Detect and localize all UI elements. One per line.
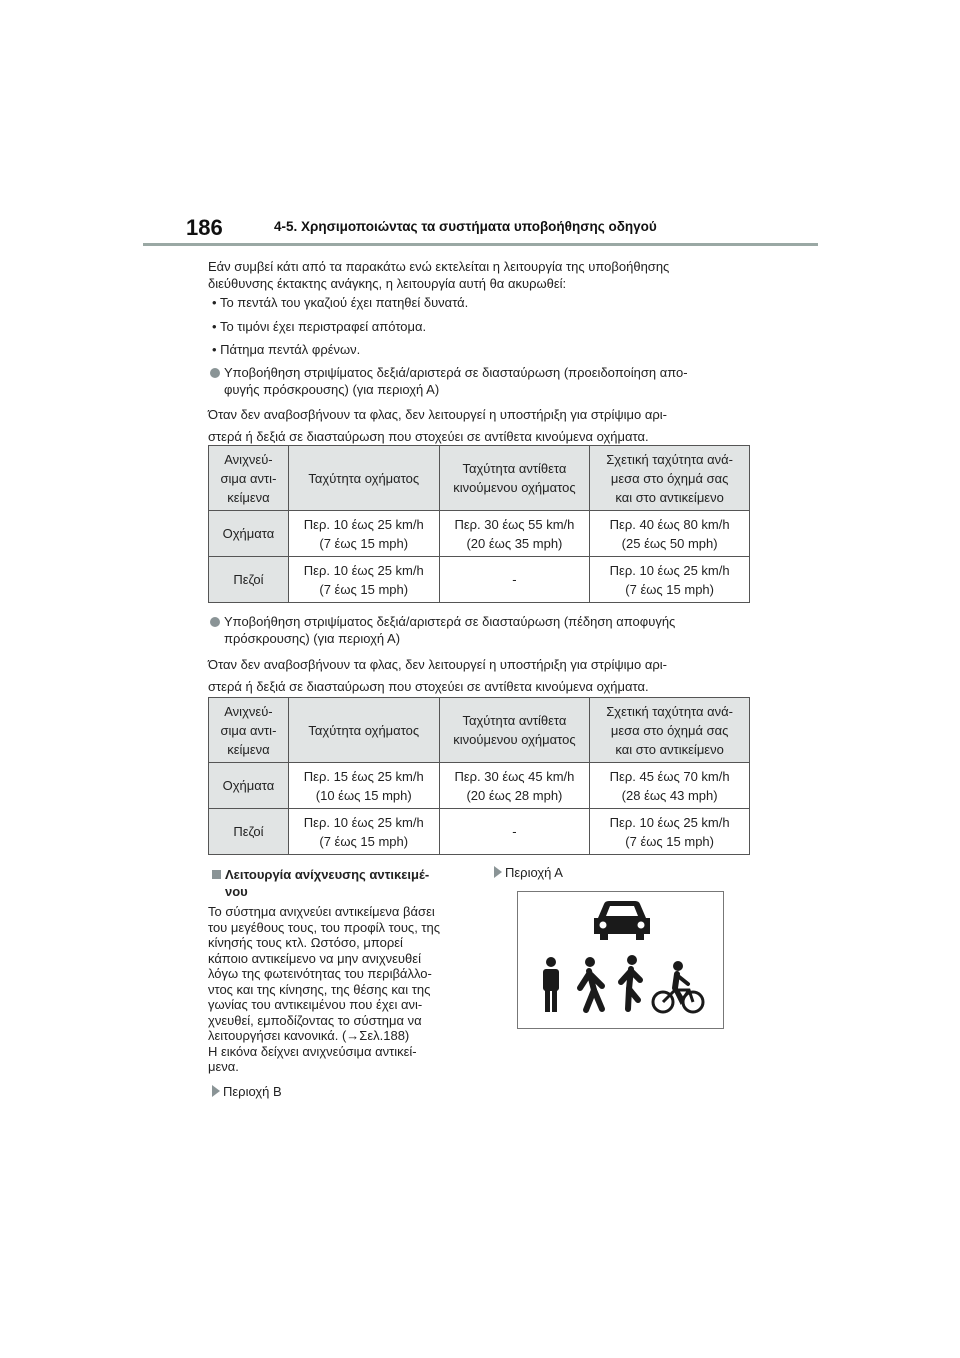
section1-text-line-1: Όταν δεν αναβοσβήνουν τα φλας, δεν λειτουργεί η υποστήριξη για στρίψιμο αρι- <box>208 407 667 422</box>
table-header-cell: Ταχύτητα οχήματος <box>288 698 439 763</box>
table-header-cell: Ανιχνεύ- σιμα αντι- κείμενα <box>209 698 289 763</box>
region-a-text: Περιοχή Α <box>505 865 563 880</box>
section2-heading-line-1: Υποβοήθηση στριψίματος δεξιά/αριστερά σε διασταύρωση (πέδηση αποφυγής <box>224 614 676 629</box>
speed-table-braking <box>208 697 750 855</box>
table-cell: Πεζοί <box>209 557 289 603</box>
square-bullet-icon <box>212 870 221 879</box>
detection-heading-line-2: νου <box>225 884 248 899</box>
table-cell: Περ. 10 έως 25 km/h (7 έως 15 mph) <box>590 557 750 603</box>
detection-heading <box>212 866 429 900</box>
section1-text-line-2: στερά ή δεξιά σε διασταύρωση που στοχεύει σε αντίθετα κινούμενα οχήματα. <box>208 429 649 444</box>
circle-bullet-icon <box>210 368 220 378</box>
speed-table-warning <box>208 445 750 603</box>
section2-text <box>208 654 667 698</box>
intro-line-1: Εάν συμβεί κάτι από τα παρακάτω ενώ εκτελείται η λειτουργία της υποβοήθησης <box>208 259 670 274</box>
walking-person-icon <box>580 957 602 1010</box>
running-person-icon <box>621 955 640 1009</box>
table-header-row <box>209 698 750 763</box>
table-cell: Περ. 10 έως 25 km/h (7 έως 15 mph) <box>288 557 439 603</box>
list-item-text: Το τιμόνι έχει περιστραφεί απότομα. <box>219 319 427 334</box>
section2-text-line-1: Όταν δεν αναβοσβήνουν τα φλας, δεν λειτουργεί η υποστήριξη για στρίψιμο αρι- <box>208 657 667 672</box>
triangle-bullet-icon <box>212 1085 220 1097</box>
standing-person-icon <box>543 957 559 1012</box>
table-cell: Οχήματα <box>209 511 289 557</box>
table-header-cell: Ταχύτητα αντίθετα κινούμενου οχήματος <box>439 446 590 511</box>
table-header-cell: Ανιχνεύ- σιμα αντι- κείμενα <box>209 446 289 511</box>
table-cell: - <box>439 809 590 855</box>
section2-text-line-2: στερά ή δεξιά σε διασταύρωση που στοχεύει σε αντίθετα κινούμενα οχήματα. <box>208 679 649 694</box>
table-row <box>209 763 750 809</box>
table-cell: - <box>439 557 590 603</box>
table-cell: Περ. 30 έως 55 km/h (20 έως 35 mph) <box>439 511 590 557</box>
region-b-text: Περιοχή Β <box>223 1084 282 1099</box>
page-number: 186 <box>186 215 223 240</box>
header-rule <box>143 243 818 246</box>
list-item: • Πάτημα πεντάλ φρένων. <box>212 342 361 357</box>
region-b-label <box>212 1083 282 1100</box>
table-cell: Περ. 15 έως 25 km/h (10 έως 15 mph) <box>288 763 439 809</box>
section1-heading <box>210 364 688 398</box>
table-row <box>209 511 750 557</box>
list-item-text: Το πεντάλ του γκαζιού έχει πατηθεί δυνατά. <box>219 295 469 310</box>
section-title: 4-5. Χρησιμοποιώντας τα συστήματα υποβοήθησης οδηγού <box>274 219 657 234</box>
detection-heading-line-1: Λειτουργία ανίχνευσης αντικειμέ- <box>225 867 430 882</box>
triangle-bullet-icon <box>494 866 502 878</box>
table-cell: Περ. 30 έως 45 km/h (20 έως 28 mph) <box>439 763 590 809</box>
section1-text <box>208 404 667 448</box>
table-header-cell: Σχετική ταχύτητα ανά- μεσα στο όχημά σας και στο αντικείμενο <box>590 446 750 511</box>
table-cell: Περ. 10 έως 25 km/h (7 έως 15 mph) <box>288 809 439 855</box>
section2-heading-line-2: πρόσκρουσης) (για περιοχή Α) <box>224 631 401 646</box>
table-row <box>209 809 750 855</box>
detectable-objects-figure <box>517 891 724 1029</box>
list-item-text: Πάτημα πεντάλ φρένων. <box>220 342 361 357</box>
list-item: • Το τιμόνι έχει περιστραφεί απότομα. <box>212 319 427 334</box>
section2-heading <box>210 613 675 647</box>
table-cell: Περ. 45 έως 70 km/h (28 έως 43 mph) <box>590 763 750 809</box>
table-cell: Πεζοί <box>209 809 289 855</box>
table-row <box>209 557 750 603</box>
table-cell: Οχήματα <box>209 763 289 809</box>
section1-heading-line-1: Υποβοήθηση στριψίματος δεξιά/αριστερά σε διασταύρωση (προειδοποίηση απο- <box>224 365 688 380</box>
table-cell: Περ. 10 έως 25 km/h (7 έως 15 mph) <box>590 809 750 855</box>
table-header-cell: Ταχύτητα οχήματος <box>288 446 439 511</box>
region-a-label <box>494 864 563 881</box>
table-cell: Περ. 40 έως 80 km/h (25 έως 50 mph) <box>590 511 750 557</box>
car-icon <box>594 901 650 940</box>
intro-line-2: διεύθυνσης έκτακτης ανάγκης, η λειτουργία αυτή θα ακυρωθεί: <box>208 276 567 291</box>
cyclist-icon <box>653 961 703 1012</box>
table-cell: Περ. 10 έως 25 km/h (7 έως 15 mph) <box>288 511 439 557</box>
section1-heading-line-2: φυγής πρόσκρουσης) (για περιοχή Α) <box>224 382 440 397</box>
circle-bullet-icon <box>210 617 220 627</box>
table-header-cell: Ταχύτητα αντίθετα κινούμενου οχήματος <box>439 698 590 763</box>
list-item: • Το πεντάλ του γκαζιού έχει πατηθεί δυνατά. <box>212 295 469 310</box>
detection-paragraph: Το σύστημα ανιχνεύει αντικείμενα βάσει του μεγέθους τους, του προφίλ τους, της κίνησής τους κτλ. Ωστόσο, μπορεί κάποιο αντικείμενο να μην ανιχνευθεί λόγω της φωτεινότητας του περιβάλλο- ντος και της κίνησης, της θέσης και της γωνίας του αντικειμένου που έχει ανι- χνευθεί, εμποδίζοντας το σύστημα να λειτουργήσει κανονικά. (→Σελ.188) Η εικόνα δείχνει ανιχνεύσιμα αντικεί- μενα. <box>208 904 441 1074</box>
table-header-row <box>209 446 750 511</box>
intro-paragraph <box>208 258 669 292</box>
table-header-cell: Σχετική ταχύτητα ανά- μεσα στο όχημά σας και στο αντικείμενο <box>590 698 750 763</box>
